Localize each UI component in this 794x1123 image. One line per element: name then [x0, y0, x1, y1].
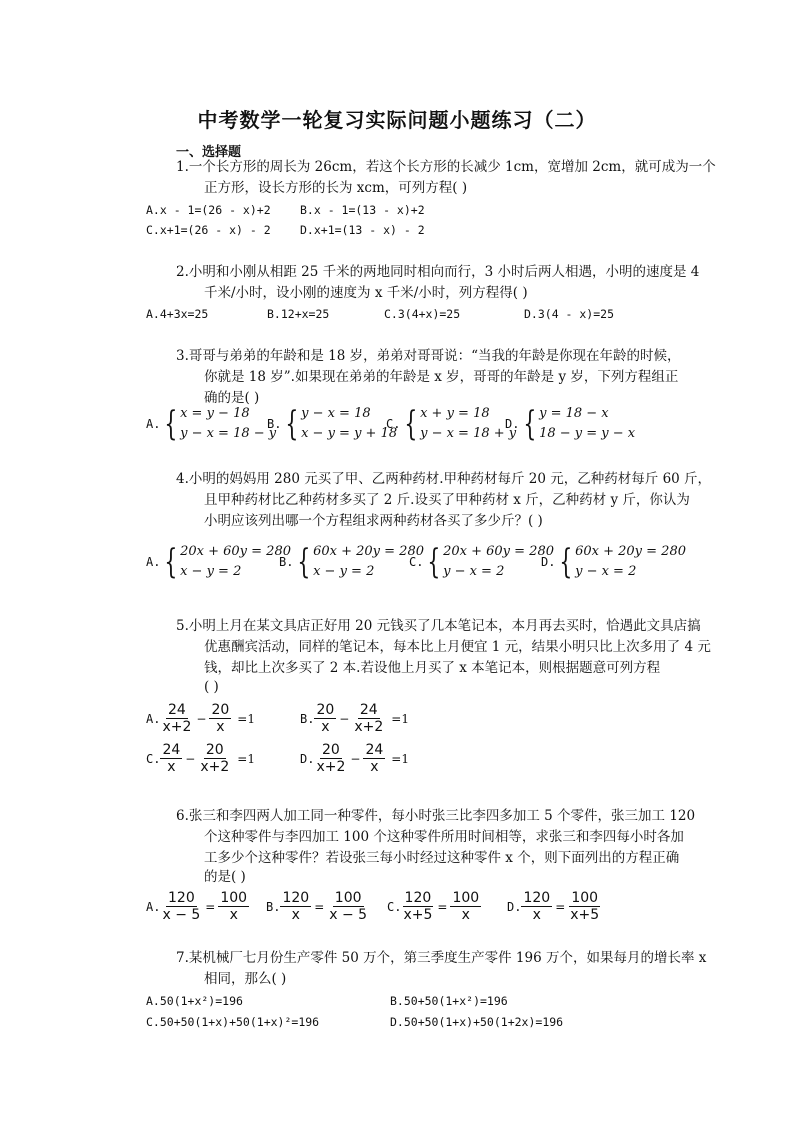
question-7-line-1: 7.某机械厂七月份生产零件 50 万个，第三季度生产零件 196 万个，如果每月的增长率 x — [176, 950, 707, 966]
brace-icon: { — [427, 542, 441, 582]
equation: x − y = 2 — [313, 564, 375, 579]
numerator: 20 — [211, 702, 230, 718]
option-label: D. — [505, 417, 520, 431]
question-7-line-2: 相同，那么( ) — [204, 971, 287, 987]
equation: 60x + 20y = 280 — [313, 544, 424, 559]
question-6-option-c — [387, 890, 481, 923]
question-2-option-c: C.3(4+x)=25 — [384, 307, 461, 321]
denominator: x — [370, 759, 379, 775]
fraction — [198, 742, 231, 775]
denominator: x+2 — [316, 759, 346, 775]
page-title: 中考数学一轮复习实际问题小题练习（二） — [197, 108, 597, 132]
equals-one: =1 — [391, 711, 409, 726]
fraction — [450, 890, 481, 923]
fraction — [160, 702, 193, 735]
numerator: 24 — [359, 702, 378, 718]
equation: y = 18 − x — [539, 406, 609, 421]
numerator: 120 — [523, 890, 551, 906]
equation: x − y = y + 18 — [301, 426, 398, 441]
equals-sign: = — [437, 899, 448, 914]
question-5-option-c — [146, 742, 255, 775]
question-7-option-c: C.50+50(1+x)+50(1+x)²=196 — [146, 1015, 320, 1029]
fraction — [568, 890, 601, 923]
equation: y − x = 2 — [443, 564, 505, 579]
equation: 20x + 60y = 280 — [180, 544, 291, 559]
numerator: 24 — [168, 702, 186, 718]
option-label: C. — [387, 899, 402, 914]
question-5-line-3: 钱，却比上次多买了 2 本.若设他上月买了 x 本笔记本，则根据题意可列方程 — [204, 660, 661, 676]
question-4-option-d — [541, 542, 686, 582]
brace-icon: { — [164, 404, 178, 444]
fraction — [521, 890, 552, 923]
equation: y − x = 18 — [301, 406, 371, 421]
question-2-line-2: 千米/小时，设小刚的速度为 x 千米/小时，列方程得( ) — [204, 285, 528, 301]
equation-system — [423, 542, 554, 582]
question-2-line-1: 2.小明和小刚从相距 25 千米的两地同时相向而行，3 小时后两人相遇，小明的速度是 4 — [176, 264, 700, 280]
equals-sign: = — [555, 899, 566, 914]
denominator: x — [532, 907, 541, 923]
numerator: 24 — [162, 742, 181, 758]
numerator: 20 — [322, 742, 340, 758]
option-label: A. — [146, 899, 161, 914]
question-4-line-3: 小明应该列出哪一个方程组求两种药材各买了多少斤？( ) — [204, 513, 543, 529]
question-2-option-b: B.12+x=25 — [267, 307, 330, 321]
question-5-option-b — [300, 702, 409, 735]
denominator: x+2 — [200, 759, 230, 775]
equation: 60x + 20y = 280 — [575, 544, 686, 559]
question-4-option-c — [409, 542, 554, 582]
denominator: x — [321, 719, 330, 735]
denominator: x — [167, 759, 176, 775]
equals-one: =1 — [237, 711, 255, 726]
denominator: x — [216, 719, 225, 735]
question-7-option-a: A.50(1+x²)=196 — [146, 994, 243, 1008]
numerator: 120 — [404, 890, 432, 906]
question-6-option-a — [146, 890, 249, 923]
equation-system — [555, 542, 686, 582]
brace-icon: { — [404, 404, 418, 444]
option-label: C. — [409, 555, 424, 569]
question-6-line-1: 6.张三和李四两人加工同一种零件，每小时张三比李四多加工 5 个零件，张三加工 120 — [176, 808, 696, 824]
question-6-line-3: 工多少个这种零件？若设张三每小时经过这种零件 x 个，则下面列出的方程正确 — [204, 850, 680, 866]
fraction — [401, 890, 434, 923]
option-label: B. — [266, 899, 281, 914]
question-3-line-3: 确的是( ) — [204, 390, 260, 406]
option-label: B. — [300, 711, 315, 726]
equals-sign: = — [205, 899, 216, 914]
question-6-option-d — [507, 890, 601, 923]
question-6-option-b — [266, 890, 369, 923]
numerator: 120 — [282, 890, 310, 906]
question-2-option-d: D.3(4 - x)=25 — [524, 307, 615, 321]
equation: 20x + 60y = 280 — [443, 544, 554, 559]
brace-icon: { — [297, 542, 311, 582]
question-1-line-2: 正方形，设长方形的长为 xcm，可列方程( ) — [204, 180, 468, 196]
question-7-option-d: D.50+50(1+x)+50(1+2x)=196 — [390, 1015, 564, 1029]
question-7-option-b: B.50+50(1+x²)=196 — [390, 994, 508, 1008]
denominator: x+2 — [354, 719, 384, 735]
fraction — [352, 702, 385, 735]
option-label: A. — [146, 711, 161, 726]
question-3-line-1: 3.哥哥与弟弟的年龄和是 18 岁，弟弟对哥哥说：“当我的年龄是你现在年龄的时候， — [176, 348, 681, 364]
question-1-option-a: A.x - 1=(26 - x)+2 — [146, 203, 271, 217]
denominator: x − 5 — [162, 907, 201, 923]
equation: y − x = 2 — [575, 564, 637, 579]
denominator: x+2 — [162, 719, 192, 735]
question-5-option-a — [146, 702, 255, 735]
question-6-line-2: 个这种零件与李四加工 100 个这种零件所用时间相等，求张三和李四每小时各加 — [204, 829, 684, 845]
question-5-option-d — [300, 742, 409, 775]
numerator: 120 — [168, 890, 195, 906]
question-5-line-2: 优惠酬宾活动，同样的笔记本，每本比上月便宜 1 元，结果小明只比上次多用了 4 元 — [204, 639, 711, 655]
equation: x − y = 2 — [180, 564, 242, 579]
question-5-line-4: ( ) — [204, 679, 219, 695]
question-1-line-1: 1.一个长方形的周长为 26cm，若这个长方形的长减少 1cm，宽增加 2cm，就可成为一个 — [176, 159, 716, 175]
denominator: x − 5 — [329, 907, 368, 923]
denominator: x+5 — [570, 907, 600, 923]
numerator: 20 — [205, 742, 224, 758]
equation: y − x = 18 − y — [180, 426, 277, 441]
denominator: x — [461, 907, 470, 923]
question-3-option-b — [267, 404, 397, 444]
denominator: x — [291, 907, 300, 923]
question-3-option-d — [505, 404, 635, 444]
denominator: x — [229, 907, 238, 923]
option-label: D. — [300, 751, 315, 766]
option-label: A. — [146, 555, 161, 569]
option-label: C. — [386, 417, 401, 431]
numerator: 100 — [334, 890, 362, 906]
question-1-option-d: D.x+1=(13 - x) - 2 — [300, 223, 425, 237]
numerator: 100 — [220, 890, 248, 906]
fraction — [160, 742, 182, 775]
equation: x = y − 18 — [180, 406, 250, 421]
option-label: D. — [541, 555, 556, 569]
question-4-line-1: 4.小明的妈妈用 280 元买了甲、乙两种药材.甲种药材每斤 20 元，乙种药材每斤 60 斤， — [176, 471, 712, 487]
question-3-line-2: 你就是 18 岁”.如果现在弟弟的年龄是 x 岁，哥哥的年龄是 y 岁，下列方程组正 — [204, 369, 679, 385]
question-4-option-b — [279, 542, 424, 582]
brace-icon: { — [559, 542, 573, 582]
brace-icon: { — [285, 404, 299, 444]
fraction — [327, 890, 369, 923]
question-3-option-a — [146, 404, 276, 444]
question-5-line-1: 5.小明上月在某文具店正好用 20 元钱买了几本笔记本，本月再去买时，恰遇此文具店搞 — [176, 618, 701, 634]
option-label: D. — [507, 899, 522, 914]
fraction — [363, 742, 385, 775]
option-label: C. — [146, 751, 161, 766]
equation: y − x = 18 + y — [420, 426, 517, 441]
equals-one: =1 — [391, 751, 409, 766]
fraction — [218, 890, 249, 923]
equals-one: =1 — [237, 751, 255, 766]
numerator: 20 — [316, 702, 335, 718]
option-label: A. — [146, 417, 161, 431]
minus-sign: − — [350, 751, 361, 766]
question-3-option-c — [386, 404, 516, 444]
equals-sign: = — [314, 899, 325, 914]
fraction — [314, 742, 347, 775]
brace-icon: { — [523, 404, 537, 444]
fraction — [160, 890, 202, 923]
equation-system — [160, 542, 294, 582]
minus-sign: − — [196, 711, 207, 726]
equation-system — [519, 404, 635, 444]
equation-system — [293, 542, 424, 582]
numerator: 100 — [452, 890, 480, 906]
numerator: 100 — [571, 890, 599, 906]
question-2-option-a: A.4+3x=25 — [146, 307, 209, 321]
question-1-option-c: C.x+1=(26 - x) - 2 — [146, 223, 271, 237]
denominator: x+5 — [403, 907, 433, 923]
option-label: B. — [267, 417, 282, 431]
fraction — [314, 702, 336, 735]
brace-icon: { — [164, 542, 178, 582]
minus-sign: − — [339, 711, 350, 726]
fraction — [209, 702, 231, 735]
equation-system — [160, 404, 276, 444]
fraction — [280, 890, 311, 923]
equation-system — [400, 404, 516, 444]
equation: 18 − y = y − x — [539, 426, 636, 441]
minus-sign: − — [185, 751, 196, 766]
equation: x + y = 18 — [420, 406, 490, 421]
question-6-line-4: 的是( ) — [204, 869, 246, 885]
equation-system — [281, 404, 397, 444]
question-1-option-b: B.x - 1=(13 - x)+2 — [300, 203, 425, 217]
option-label: B. — [279, 555, 294, 569]
question-4-option-a — [146, 542, 294, 582]
section-heading: 一、选择题 — [176, 145, 242, 160]
question-4-line-2: 且甲种药材比乙种药材多买了 2 斤.设买了甲种药材 x 斤，乙种药材 y 斤，你认为 — [204, 492, 690, 508]
numerator: 24 — [365, 742, 384, 758]
